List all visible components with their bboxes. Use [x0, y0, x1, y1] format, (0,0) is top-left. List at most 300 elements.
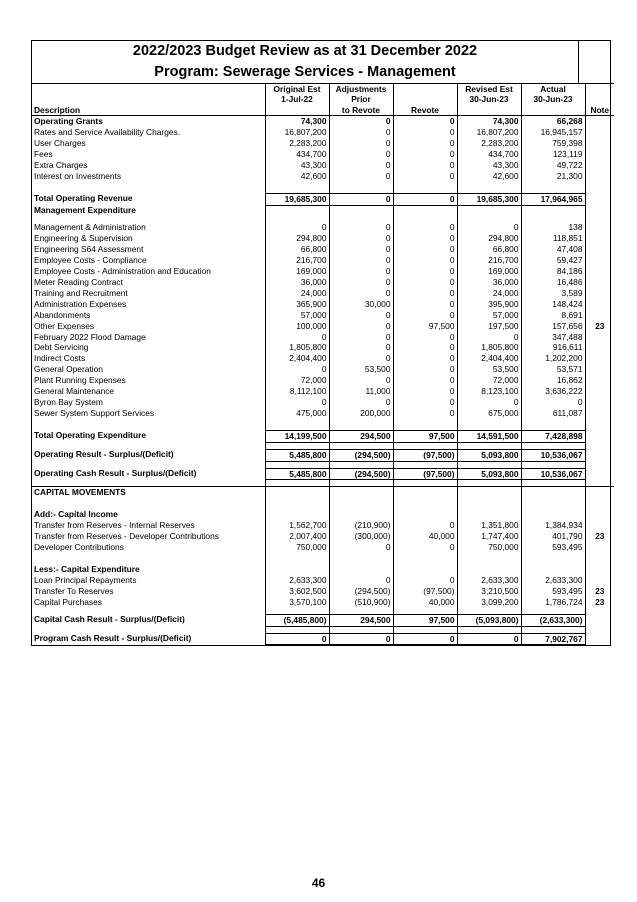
cell-revised: 0: [457, 332, 521, 343]
cell-original: 72,000: [265, 375, 329, 386]
cell-actual: 53,571: [521, 364, 585, 375]
cell-revote: 0: [393, 332, 457, 343]
cell-revote: 0: [393, 375, 457, 386]
cell-note: [585, 149, 614, 160]
table-row: [32, 222, 614, 233]
cell-actual: (2,633,300): [521, 614, 585, 626]
cell-original: [265, 509, 329, 520]
row-description: Operating Grants: [32, 116, 265, 127]
cell-note: 23: [595, 531, 605, 542]
cell-revote: 0: [393, 575, 457, 586]
cell-note: 23: [595, 320, 605, 331]
cell-revote: 40,000: [393, 531, 457, 542]
cell-revote: 0: [393, 222, 457, 233]
row-description: Add:- Capital Income: [32, 509, 265, 520]
cell-actual: 2,633,300: [521, 575, 585, 586]
cell-revised: 74,300: [457, 116, 521, 127]
cell-revote: [393, 205, 457, 216]
cell-actual: [521, 564, 585, 575]
cell-original: 24,000: [265, 288, 329, 299]
cell-revised: 216,700: [457, 255, 521, 266]
cell-adjustments: [329, 564, 393, 575]
title-line-2: Program: Sewerage Services - Management: [154, 64, 456, 80]
cell-original: 475,000: [265, 408, 329, 419]
table-row: [32, 138, 614, 149]
cell-adjustments: 0: [329, 397, 393, 408]
row-description: Fees: [32, 149, 265, 160]
cell-revote: 0: [393, 138, 457, 149]
cell-revised: 57,000: [457, 310, 521, 321]
cell-note: [585, 375, 614, 386]
row-description: General Maintenance: [32, 386, 265, 397]
cell-actual: 0: [521, 397, 585, 408]
cell-adjustments: 0: [329, 193, 393, 205]
cell-revote: 0: [393, 193, 457, 205]
cell-adjustments: 0: [329, 575, 393, 586]
cell-revote: [393, 509, 457, 520]
cell-original: 0: [265, 633, 329, 645]
cell-original: 5,485,800: [265, 449, 329, 461]
cell-revote: 0: [393, 160, 457, 171]
cell-adjustments: 0: [329, 255, 393, 266]
row-description: Total Operating Expenditure: [32, 430, 265, 442]
row-description: Engineering S64 Assessment: [32, 244, 265, 255]
total-row: [32, 430, 614, 442]
cell-revote: (97,500): [393, 449, 457, 461]
table-row: [32, 564, 614, 575]
table-row: [32, 542, 614, 553]
cell-original: 14,199,500: [265, 430, 329, 442]
cell-actual: 123,119: [521, 149, 585, 160]
table-row: [32, 288, 614, 299]
cell-actual: 16,945,157: [521, 127, 585, 138]
row-description: Plant Running Expenses: [32, 375, 265, 386]
cell-note: [585, 509, 614, 520]
cell-revote: 0: [393, 244, 457, 255]
header-row: [32, 84, 614, 116]
cell-actual: 3,636,222: [521, 386, 585, 397]
cell-actual: 759,398: [521, 138, 585, 149]
table-row: [32, 531, 614, 542]
cell-note: [585, 255, 614, 266]
cell-adjustments: 0: [329, 353, 393, 364]
cell-revised: 0: [457, 633, 521, 645]
cell-note: [585, 127, 614, 138]
cell-actual: 8,691: [521, 310, 585, 321]
header-revote: [393, 84, 457, 116]
cell-note: [585, 449, 614, 461]
cell-original: 2,283,200: [265, 138, 329, 149]
cell-note: [585, 205, 614, 216]
cell-revised: 395,900: [457, 299, 521, 310]
table-row: [32, 205, 614, 216]
cell-adjustments: (294,500): [329, 586, 393, 597]
cell-revised: 169,000: [457, 266, 521, 277]
cell-adjustments: (510,900): [329, 597, 393, 608]
cell-revote: 0: [393, 364, 457, 375]
cell-original: 0: [265, 364, 329, 375]
cell-revised: [457, 509, 521, 520]
cell-revote: 97,500: [393, 321, 457, 332]
row-description: Operating Result - Surplus/(Deficit): [32, 449, 265, 461]
cell-actual: [521, 487, 585, 498]
cell-actual: 7,902,767: [521, 633, 585, 645]
cell-adjustments: (294,500): [329, 468, 393, 480]
cell-revote: 0: [393, 408, 457, 419]
cell-adjustments: (300,000): [329, 531, 393, 542]
cell-revised: 36,000: [457, 277, 521, 288]
cell-actual: 16,862: [521, 375, 585, 386]
cell-original: 2,633,300: [265, 575, 329, 586]
row-description: Operating Cash Result - Surplus/(Deficit): [32, 468, 265, 480]
total-row: [32, 449, 614, 461]
cell-actual: 157,656: [521, 321, 585, 332]
cell-adjustments: 0: [329, 171, 393, 182]
cell-note: [585, 397, 614, 408]
cell-note: [585, 614, 614, 626]
cell-actual: 47,408: [521, 244, 585, 255]
cell-actual: 118,851: [521, 233, 585, 244]
cell-adjustments: 0: [329, 332, 393, 343]
cell-revised: 3,210,500: [457, 586, 521, 597]
cell-note: [585, 244, 614, 255]
cell-revote: 0: [393, 353, 457, 364]
row-description: Sewer System Support Services: [32, 408, 265, 419]
cell-revised: 8,123,100: [457, 386, 521, 397]
cell-revote: 0: [393, 386, 457, 397]
cell-revote: 0: [393, 127, 457, 138]
spacer-row: [32, 553, 614, 564]
row-description: Less:- Capital Expenditure: [32, 564, 265, 575]
cell-adjustments: 53,500: [329, 364, 393, 375]
cell-actual: 611,087: [521, 408, 585, 419]
cell-adjustments: 294,500: [329, 614, 393, 626]
cell-note: [585, 193, 614, 205]
cell-revote: (97,500): [393, 468, 457, 480]
row-description: Engineering & Supervision: [32, 233, 265, 244]
spacer-row: [32, 182, 614, 194]
table-row: [32, 509, 614, 520]
cell-original: 365,900: [265, 299, 329, 310]
table-row: [32, 244, 614, 255]
cell-original: 1,562,700: [265, 520, 329, 531]
row-description: User Charges: [32, 138, 265, 149]
budget-report: [31, 40, 611, 646]
cell-original: 3,602,500: [265, 586, 329, 597]
cell-note: [585, 564, 614, 575]
cell-original: 1,805,800: [265, 342, 329, 353]
table-row: [32, 364, 614, 375]
cell-revised: 1,351,800: [457, 520, 521, 531]
cell-actual: 1,384,934: [521, 520, 585, 531]
header-actual-line1: Actual: [540, 84, 566, 94]
cell-revote: 0: [393, 116, 457, 127]
cell-adjustments: 0: [329, 633, 393, 645]
table-row: [32, 266, 614, 277]
table-row: [32, 520, 614, 531]
cell-revote: (97,500): [393, 586, 457, 597]
cell-note: [585, 408, 614, 419]
table-row: [32, 397, 614, 408]
cell-revote: 0: [393, 288, 457, 299]
report-title: [32, 41, 579, 83]
budget-table: [32, 83, 614, 645]
cell-revised: 42,600: [457, 171, 521, 182]
cell-adjustments: 30,000: [329, 299, 393, 310]
cell-note: [585, 332, 614, 343]
row-description: Extra Charges: [32, 160, 265, 171]
cell-actual: 7,428,898: [521, 430, 585, 442]
cell-revised: 294,800: [457, 233, 521, 244]
header-description: Description: [32, 84, 265, 116]
cell-actual: 10,536,067: [521, 449, 585, 461]
cell-original: 0: [265, 222, 329, 233]
cell-adjustments: 0: [329, 222, 393, 233]
cell-adjustments: 0: [329, 149, 393, 160]
header-revised-line2: 30-Jun-23: [469, 94, 509, 105]
row-description: Indirect Costs: [32, 353, 265, 364]
header-original-line1: Original Est: [273, 84, 321, 94]
cell-actual: 84,186: [521, 266, 585, 277]
cell-adjustments: 0: [329, 116, 393, 127]
table-row: [32, 386, 614, 397]
table-row: [32, 233, 614, 244]
total-row: [32, 468, 614, 480]
cell-adjustments: 0: [329, 266, 393, 277]
cell-revote: 40,000: [393, 597, 457, 608]
cell-note: [585, 520, 614, 531]
cell-adjustments: 0: [329, 138, 393, 149]
cell-revote: 0: [393, 310, 457, 321]
spacer-row: [32, 419, 614, 431]
cell-revised: 750,000: [457, 542, 521, 553]
cell-revised: 434,700: [457, 149, 521, 160]
cell-adjustments: 0: [329, 342, 393, 353]
page-number: 46: [311, 876, 326, 890]
cell-original: 8,112,100: [265, 386, 329, 397]
cell-revote: 0: [393, 233, 457, 244]
cell-adjustments: 0: [329, 233, 393, 244]
cell-adjustments: 294,500: [329, 430, 393, 442]
cell-adjustments: 0: [329, 310, 393, 321]
row-description: Management Expenditure: [32, 205, 265, 216]
cell-adjustments: 0: [329, 127, 393, 138]
cell-note: [585, 430, 614, 442]
table-row: [32, 310, 614, 321]
header-adjustments: [329, 84, 393, 116]
table-row: [32, 127, 614, 138]
cell-actual: 916,611: [521, 342, 585, 353]
cell-original: 169,000: [265, 266, 329, 277]
cell-adjustments: 0: [329, 244, 393, 255]
cell-original: [265, 564, 329, 575]
header-revised-line1: Revised Est: [465, 84, 513, 94]
cell-revised: 1,805,800: [457, 342, 521, 353]
cell-adjustments: 200,000: [329, 408, 393, 419]
row-description: Training and Recruitment: [32, 288, 265, 299]
cell-original: 750,000: [265, 542, 329, 553]
row-description: Rates and Service Availability Charges.: [32, 127, 265, 138]
header-actual-line2: 30-Jun-23: [533, 94, 573, 105]
title-line-1: 2022/2023 Budget Review as at 31 December 2022: [132, 43, 478, 59]
cell-original: 0: [265, 397, 329, 408]
row-description: Transfer from Reserves - Developer Contributions: [32, 531, 265, 542]
cell-original: 216,700: [265, 255, 329, 266]
table-row: [32, 277, 614, 288]
cell-original: 74,300: [265, 116, 329, 127]
header-original-line2: 1-Jul-22: [281, 94, 313, 105]
cell-note: [585, 138, 614, 149]
cell-original: 19,685,300: [265, 193, 329, 205]
row-description: Transfer To Reserves: [32, 586, 265, 597]
cell-revised: 5,093,800: [457, 468, 521, 480]
cell-adjustments: 0: [329, 542, 393, 553]
cell-actual: 3,589: [521, 288, 585, 299]
cell-revote: 0: [393, 342, 457, 353]
cell-original: 5,485,800: [265, 468, 329, 480]
cell-revote: 0: [393, 299, 457, 310]
cell-original: 3,570,100: [265, 597, 329, 608]
cell-note: [585, 160, 614, 171]
header-actual: [521, 84, 585, 116]
cell-adjustments: 0: [329, 375, 393, 386]
cell-note: [585, 222, 614, 233]
cell-revote: 0: [393, 149, 457, 160]
table-row: [32, 487, 614, 498]
cell-original: 2,007,400: [265, 531, 329, 542]
total-row: [32, 633, 614, 645]
cell-original: 16,807,200: [265, 127, 329, 138]
table-row: [32, 299, 614, 310]
cell-note: [585, 171, 614, 182]
row-description: Management & Administration: [32, 222, 265, 233]
row-description: Other Expenses: [32, 321, 265, 332]
cell-revised: 3,099,200: [457, 597, 521, 608]
table-row: [32, 321, 614, 332]
cell-actual: 593,495: [521, 586, 585, 597]
cell-original: 100,000: [265, 321, 329, 332]
row-description: Meter Reading Contract: [32, 277, 265, 288]
cell-original: 0: [265, 332, 329, 343]
cell-note: [585, 116, 614, 127]
cell-actual: 59,427: [521, 255, 585, 266]
cell-revised: 66,800: [457, 244, 521, 255]
cell-note: [585, 468, 614, 480]
cell-revised: 2,633,300: [457, 575, 521, 586]
cell-note: [585, 386, 614, 397]
row-description: Employee Costs - Compliance: [32, 255, 265, 266]
table-row: [32, 353, 614, 364]
cell-note: [585, 487, 614, 498]
row-description: Loan Principal Repayments: [32, 575, 265, 586]
cell-note: [585, 364, 614, 375]
header-adj-line2: Prior: [351, 94, 371, 105]
header-revote-label: Revote: [411, 104, 439, 115]
row-description: Interest on Investments: [32, 171, 265, 182]
cell-original: 36,000: [265, 277, 329, 288]
cell-revote: 0: [393, 255, 457, 266]
cell-actual: 21,300: [521, 171, 585, 182]
header-revised: [457, 84, 521, 116]
cell-revised: 675,000: [457, 408, 521, 419]
cell-revote: 0: [393, 277, 457, 288]
cell-actual: 347,488: [521, 332, 585, 343]
row-description: Abandonments: [32, 310, 265, 321]
cell-revised: 197,500: [457, 321, 521, 332]
cell-note: [585, 633, 614, 645]
cell-revised: 14,591,500: [457, 430, 521, 442]
cell-original: 57,000: [265, 310, 329, 321]
row-description: Employee Costs - Administration and Education: [32, 266, 265, 277]
row-description: General Operation: [32, 364, 265, 375]
row-description: Transfer from Reserves - Internal Reserves: [32, 520, 265, 531]
table-row: [32, 375, 614, 386]
cell-revote: 0: [393, 542, 457, 553]
cell-note: 23: [595, 585, 605, 596]
cell-revised: 2,404,400: [457, 353, 521, 364]
cell-revote: 0: [393, 171, 457, 182]
row-description: Total Operating Revenue: [32, 193, 265, 205]
cell-actual: [521, 205, 585, 216]
cell-revised: 53,500: [457, 364, 521, 375]
cell-original: 66,800: [265, 244, 329, 255]
table-row: [32, 597, 614, 608]
cell-revised: 19,685,300: [457, 193, 521, 205]
cell-revised: (5,093,800): [457, 614, 521, 626]
spacer-row: [32, 480, 614, 487]
cell-revote: [393, 487, 457, 498]
cell-revised: 0: [457, 222, 521, 233]
cell-revised: 0: [457, 397, 521, 408]
cell-original: (5,485,800): [265, 614, 329, 626]
row-description: Developer Contributions: [32, 542, 265, 553]
spacer-row: [32, 442, 614, 449]
cell-revised: 16,807,200: [457, 127, 521, 138]
cell-revote: 0: [393, 520, 457, 531]
cell-note: [585, 233, 614, 244]
cell-adjustments: [329, 205, 393, 216]
cell-adjustments: [329, 487, 393, 498]
cell-original: [265, 205, 329, 216]
row-description: CAPITAL MOVEMENTS: [32, 487, 265, 498]
cell-actual: 66,268: [521, 116, 585, 127]
cell-revised: 2,283,200: [457, 138, 521, 149]
cell-revote: [393, 564, 457, 575]
header-adj-line3: to Revote: [341, 104, 381, 115]
cell-actual: [521, 509, 585, 520]
cell-revote: 0: [393, 633, 457, 645]
cell-revised: 43,300: [457, 160, 521, 171]
header-original: [265, 84, 329, 116]
cell-adjustments: 0: [329, 288, 393, 299]
spacer-row: [32, 626, 614, 633]
cell-note: [585, 266, 614, 277]
row-description: Capital Purchases: [32, 597, 265, 608]
cell-actual: 401,790: [521, 531, 585, 542]
header-note: Note: [585, 84, 614, 116]
row-description: Byron Bay System: [32, 397, 265, 408]
cell-original: 2,404,400: [265, 353, 329, 364]
cell-adjustments: (294,500): [329, 449, 393, 461]
cell-revised: 1,747,400: [457, 531, 521, 542]
total-row: [32, 193, 614, 205]
table-row: [32, 171, 614, 182]
cell-actual: 593,495: [521, 542, 585, 553]
cell-revised: [457, 564, 521, 575]
row-description: Capital Cash Result - Surplus/(Deficit): [32, 614, 265, 626]
cell-actual: 148,424: [521, 299, 585, 310]
cell-revote: 0: [393, 266, 457, 277]
